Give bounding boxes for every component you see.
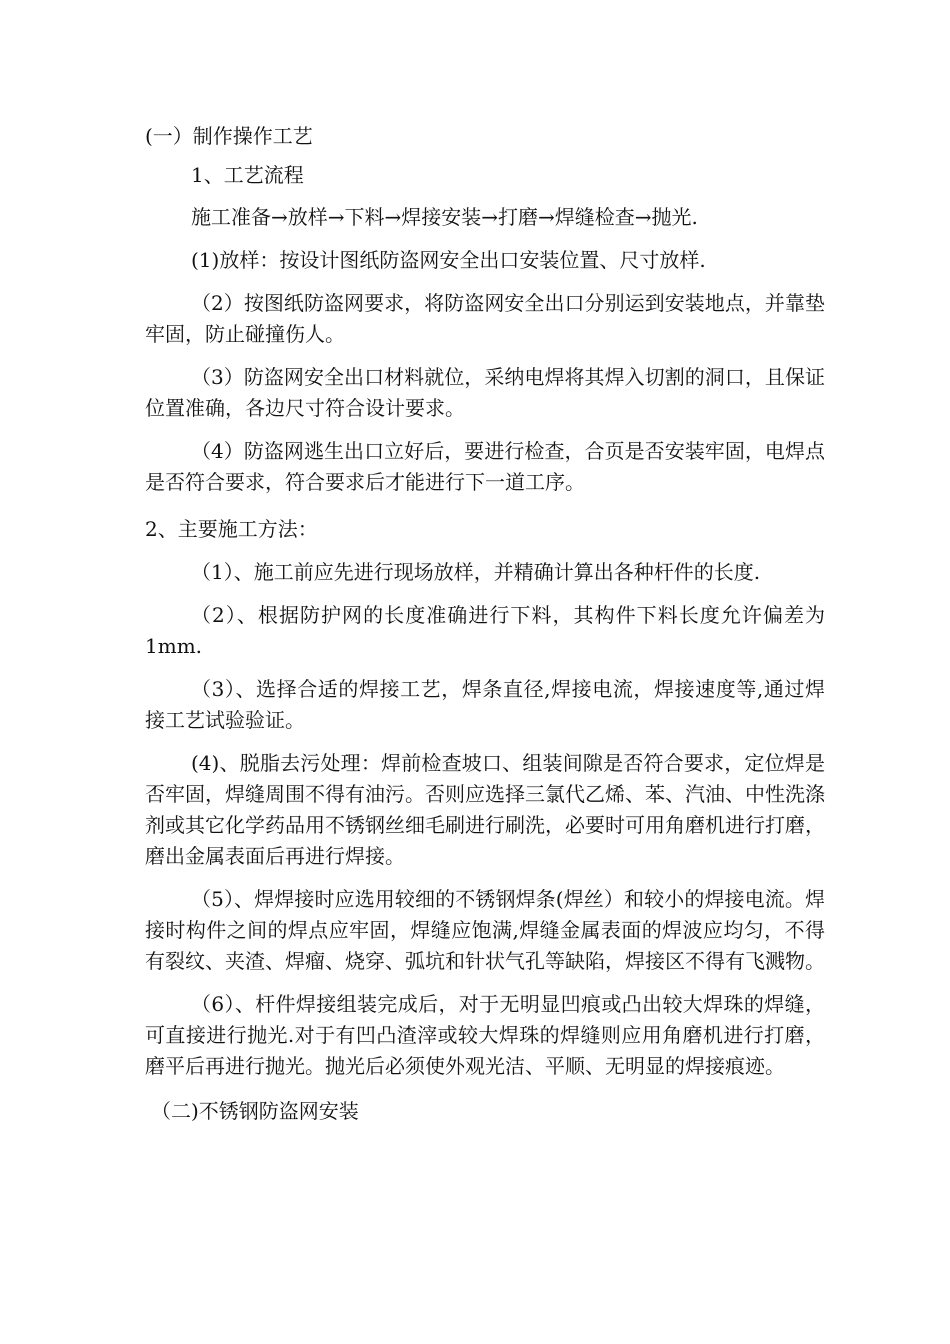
method-paragraph: （3）、选择合适的焊接工艺，焊条直径,焊接电流，焊接速度等,通过焊接工艺试验验证。 [145, 677, 825, 732]
method-paragraph: （5）、焊焊接时应选用较细的不锈钢焊条(焊丝）和较小的焊接电流。焊接时构件之间的焊点应牢固，焊缝应饱满,焊缝金属表面的焊波应均匀，不得有裂纹、夹渣、焊瘤、烧穿、弧坑和针状气孔等缺陷，焊接区不得有飞溅物。 [145, 887, 825, 973]
step-paragraph: (1)放样：按设计图纸防盗网安全出口安装位置、尺寸放样. [191, 248, 706, 272]
method-paragraph: （1）、施工前应先进行现场放样，并精确计算出各种杆件的长度. [191, 560, 761, 584]
step-paragraph: （3）防盗网安全出口材料就位，采纳电焊将其焊入切割的洞口，且保证位置准确，各边尺寸符合设计要求。 [145, 365, 825, 420]
document-body [145, 121, 825, 1127]
section-heading-installation: （二)不锈钢防盗网安装 [151, 1099, 359, 1123]
method-paragraph: （2）、根据防护网的长度准确进行下料，其构件下料长度允许偏差为1mm. [145, 603, 825, 658]
method-paragraph: (4)、脱脂去污处理：焊前检查坡口、组装间隙是否符合要求，定位焊是否牢固，焊缝周围不得有油污。否则应选择三氯代乙烯、苯、汽油、中性洗涤剂或其它化学药品用不锈钢丝细毛刷进行刷洗，必要时可用角磨机进行打磨，磨出金属表面后再进行焊接。 [145, 751, 825, 868]
subheading-main-methods: 2、主要施工方法： [145, 517, 318, 541]
subheading-process-flow: 1、工艺流程 [191, 163, 304, 187]
step-paragraph: （2）按图纸防盗网要求，将防盗网安全出口分别运到安装地点，并靠垫牢固，防止碰撞伤人。 [145, 291, 825, 346]
section-heading-production-process: (一）制作操作工艺 [145, 124, 313, 148]
process-flow-text: 施工准备→放样→下料→焊接安装→打磨→焊缝检查→抛光. [191, 205, 698, 229]
method-paragraph: （6）、杆件焊接组装完成后，对于无明显凹痕或凸出较大焊珠的焊缝，可直接进行抛光.对于有凹凸渣滓或较大焊珠的焊缝则应用角磨机进行打磨，磨平后再进行抛光。抛光后必须使外观光洁、平顺、无明显的焊接痕迹。 [145, 992, 825, 1078]
step-paragraph: （4）防盗网逃生出口立好后，要进行检查，合页是否安装牢固，电焊点是否符合要求，符合要求后才能进行下一道工序。 [145, 439, 825, 494]
